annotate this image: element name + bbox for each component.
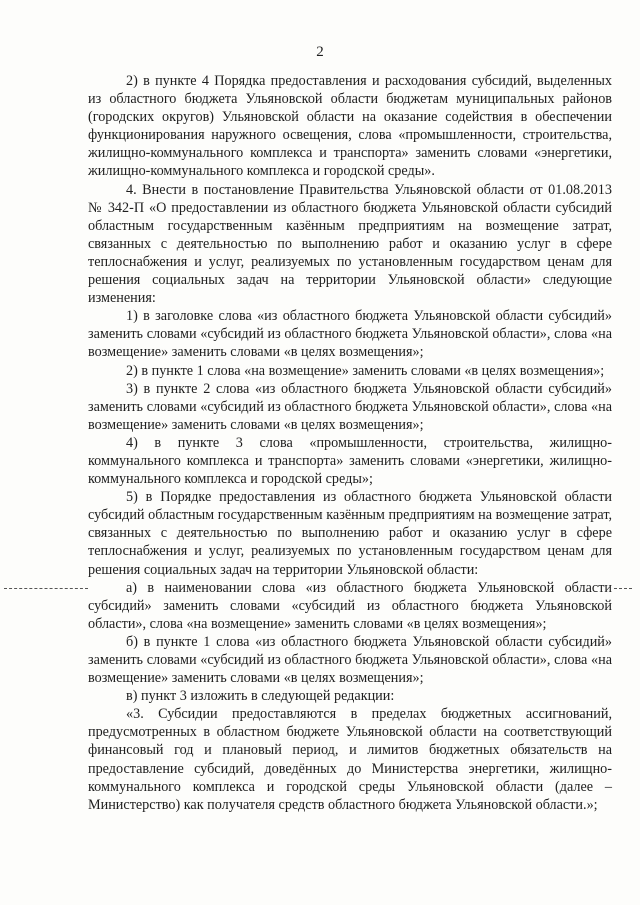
- paragraph-change-4-clause-3: 4) в пункте 3 слова «промышленности, строительства, жилищно-коммунального комплекса и транспорта» заменить словами «энергетики, жилищно-коммунального комплекса и городской среды»;: [88, 434, 612, 488]
- paragraph-amendment-2-lighting: 2) в пункте 4 Порядка предоставления и расходования субсидий, выделенных из областного бюджета Ульяновской области бюджетам муниципальных районов (городских округов) Ульяновской области на оказание содействия в обеспечении функционирования наружного освещения, слова «промышленности, строительства, жилищно-коммунального комплекса и транспорта» заменить словами «энергетики, жилищно-коммунального комплекса и городской среды».: [88, 73, 612, 180]
- paragraph-change-3-clause-2: 3) в пункте 2 слова «из областного бюджета Ульяновской области субсидий» заменить словами «субсидий из областного бюджета Ульяновской области», слова «на возмещение» заменить словами «в целях возмещения»;: [88, 380, 612, 433]
- margin-dash-mark: [4, 588, 88, 589]
- paragraph-item-4-resolution-342: 4. Внести в постановление Правительства Ульяновской области от 01.08.2013 № 342-П «О предоставлении из областного бюджета Ульяновской области субсидий областным государственным казённым предприятиям на возмещение затрат, связанных с деятельностью по выполнению работ и оказанию услуг в сфере теплоснабжения и услуг, реализуемых по установленным государством ценам для решения социальных задач на территории Ульяновской области» следующие изменения:: [88, 181, 612, 307]
- paragraph-sub-a-name: [88, 579, 612, 633]
- paragraph-sub-v-clause-3: в) пункт 3 изложить в следующей редакции:: [126, 688, 395, 705]
- paragraph-sub-b-clause-1: б) в пункте 1 слова «из областного бюджета Ульяновской области субсидий» заменить словами «субсидий из областного бюджета Ульяновской области», слова «на возмещение» заменить словами «в целях возмещения»;: [88, 633, 612, 687]
- margin-dash-mark-right: [614, 588, 632, 589]
- page-number: 2: [316, 44, 324, 60]
- paragraph-change-5-procedure: 5) в Порядке предоставления из областного бюджета Ульяновской области субсидий областным государственным казённым предприятиям на возмещение затрат, связанных с деятельностью по выполнению работ и оказанию услуг в сфере теплоснабжения и услуг, реализуемых по установленным государством ценам для решения социальных задач на территории Ульяновской области:: [88, 489, 612, 578]
- paragraph-change-1-title: 1) в заголовке слова «из областного бюджета Ульяновской области субсидий» заменить словами «субсидий из областного бюджета Ульяновской области», слова «на возмещение» заменить словами «в целях возмещения»;: [88, 308, 612, 361]
- paragraph-sub-a-text: а) в наименовании слова «из областного бюджета Ульяновской области субсидий» заменить словами «субсидий из областного бюджета Ульяновской области», слова «на возмещение» заменить словами «в целях возмещения»;: [88, 579, 612, 632]
- document-body: [88, 72, 612, 814]
- paragraph-new-clause-3-text: «3. Субсидии предоставляются в пределах бюджетных ассигнований, предусмотренных в областном бюджете Ульяновской области на соответствующий финансовый год и плановый период, и лимитов бюджетных обязательств на предоставление субсидий, доведённых до Министерства энергетики, жилищно-коммунального комплекса и городской среды Ульяновской области (далее – Министерство) как получателя средств областного бюджета Ульяновской области.»;: [88, 706, 612, 813]
- paragraph-change-2-clause-1: 2) в пункте 1 слова «на возмещение» заменить словами «в целях возмещения»;: [126, 362, 605, 379]
